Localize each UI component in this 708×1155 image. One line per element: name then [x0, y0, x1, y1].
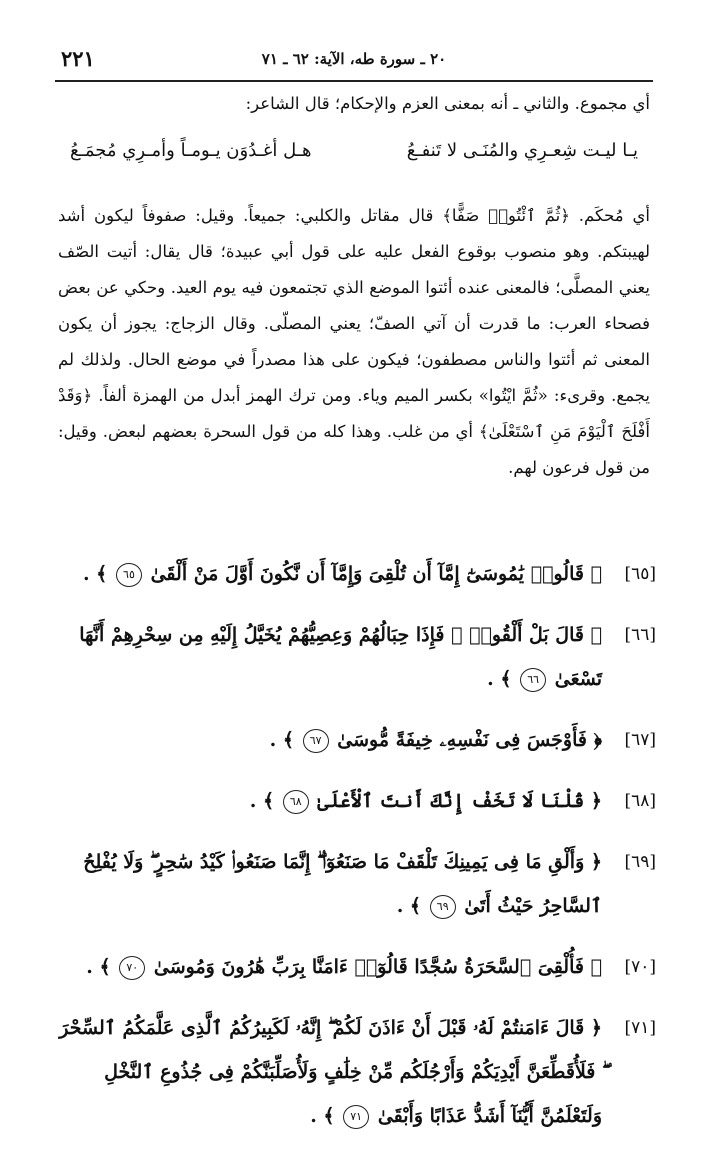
- verse-text: ﴿ فَأُلْقِىَ ٱلسَّحَرَةُ سُجَّدًا قَالُوٓا۟ ءَامَنَّا بِرَبِّ هَٰرُونَ وَمُوسَىٰ: [153, 956, 602, 978]
- verse-number: [٦٦]: [624, 625, 656, 645]
- verse-number: [٧٠]: [624, 957, 656, 977]
- verse-text: ﴿ فَأَوْجَسَ فِى نَفْسِهِۦ خِيفَةً مُّوسَىٰ: [337, 729, 602, 751]
- verse-70: [58, 945, 656, 989]
- ayah-end-ornament-icon: ٦٩: [430, 895, 456, 919]
- ayah-end-ornament-icon: ٦٥: [116, 563, 142, 587]
- verse-text: ﴿ قَالَ ءَامَنتُمْ لَهُۥ قَبْلَ أَنْ ءَاذَنَ لَكُمْ ۖ إِنَّهُۥ لَكَبِيرُكُمُ ٱلَّذِى عَلَّمَكُمُ ٱلسِّحْرَ ۖ فَلَأُقَطِّعَنَّ أَيْدِيَكُمْ وَأَرْجُلَكُم مِّنْ خِلَٰفٍ وَلَأُصَلِّبَنَّكُمْ فِى جُذُوعِ ٱلنَّخْلِ وَلَتَعْلَمُنَّ أَيُّنَآ أَشَدُّ عَذَابًا وَأَبْقَىٰ: [59, 1017, 602, 1127]
- verse-end-mark: ﴾ .: [269, 729, 295, 751]
- poem-hemistich-right: يـا ليـت شِعـرِي والمُنَـى لا تَنفـعُ: [406, 140, 638, 161]
- verse-end-mark: ﴾ .: [487, 668, 512, 690]
- commentary-paragraph: أي مُحكَم. ﴿ثُمَّ ٱئْتُوا۟ صَفًّا﴾ قال مقاتل والكلبي: جميعاً. وقيل: صفوفاً ليكون أشد لهيبتكم. وهو منصوب بوقوع الفعل عليه على قول أبي عبيدة؛ قال يقال: أتيت الصّف يعني المصلَّى؛ فالمعنى عنده أئتوا الموضع الذي تجتمعون فيه يوم العيد. وحكي عن بعض فصحاء العرب: ما قدرت أن آتي الصفّ؛ يعني المصلّى. وقال الزجاج: يجوز أن يكون المعنى ثم أئتوا والناس مصطفون؛ فيكون على هذا مصدراً في موضع الحال. ولذلك لم يجمع. وقرىء: «ثُمَّ ايْتُوا» بكسر الميم وياء. ومن ترك الهمز أبدل من الهمزة ألفاً. ﴿وَقَدْ أَفْلَحَ ٱلْيَوْمَ مَنِ ٱسْتَعْلَىٰ﴾ أي من غلب. وهذا كله من قول السحرة بعضهم لبعض. وقيل: من قول فرعون لهم.: [58, 206, 650, 477]
- verse-68: [58, 779, 656, 823]
- running-head: ٢٠ ـ سورة طه، الآية: ٦٢ ـ ٧١: [261, 50, 447, 68]
- verse-71: [58, 1006, 656, 1138]
- verse-end-mark: ﴾ .: [86, 956, 111, 978]
- verse-end-mark: ﴾ .: [396, 895, 422, 917]
- poem-hemistich-left: هـل أغـدُوَن يـومـاً وأمـرِي مُجمَـعُ: [70, 140, 312, 161]
- verse-end-mark: ﴾ .: [310, 1105, 335, 1127]
- verse-65: [58, 552, 656, 596]
- verse-number: [٧١]: [624, 1018, 656, 1038]
- verse-text: ﴿ وَأَلْقِ مَا فِى يَمِينِكَ تَلْقَفْ مَا صَنَعُوٓا۟ ۖ إِنَّمَا صَنَعُوا۟ كَيْدُ سَٰحِرٍ ۖ وَلَا يُفْلِحُ ٱلسَّاحِرُ حَيْثُ أَتَىٰ: [83, 851, 602, 917]
- poem-verse: [70, 140, 638, 180]
- page-header: [55, 40, 653, 82]
- verse-number: [٦٥]: [624, 564, 656, 584]
- verse-66: [58, 613, 656, 701]
- verse-text: ﴿ قُلْنَا لَا تَخَفْ إِنَّكَ أَنتَ ٱلْأَعْلَىٰ: [317, 790, 602, 812]
- ayah-end-ornament-icon: ٧٠: [119, 956, 145, 980]
- verse-text: ﴿ قَالُوا۟ يَٰمُوسَىٰٓ إِمَّآ أَن تُلْقِىَ وَإِمَّآ أَن نَّكُونَ أَوَّلَ مَنْ أَلْقَىٰ: [150, 563, 602, 585]
- ayah-end-ornament-icon: ٦٨: [283, 790, 309, 814]
- verse-67: [58, 718, 656, 762]
- verse-number: [٦٨]: [624, 791, 656, 811]
- verse-number: [٦٩]: [624, 852, 656, 872]
- verse-69: [58, 840, 656, 928]
- verse-text: ﴿ قَالَ بَلْ أَلْقُوا۟ ۖ فَإِذَا حِبَالُهُمْ وَعِصِيُّهُمْ يُخَيَّلُ إِلَيْهِ مِن سِحْرِهِمْ أَنَّهَا تَسْعَىٰ: [79, 624, 602, 690]
- page-number: ٢٢١: [61, 46, 95, 71]
- ayah-end-ornament-icon: ٦٧: [303, 729, 329, 753]
- ayah-end-ornament-icon: ٦٦: [520, 668, 546, 692]
- verse-list: [58, 552, 656, 1155]
- verse-number: [٦٧]: [624, 730, 656, 750]
- verse-end-mark: ﴾ .: [249, 790, 275, 812]
- intro-paragraph: أي مجموع. والثاني ـ أنه بمعنى العزم والإحكام؛ قال الشاعر:: [245, 94, 650, 113]
- ayah-end-ornament-icon: ٧١: [343, 1105, 369, 1129]
- verse-end-mark: ﴾ .: [82, 563, 108, 585]
- header-rule: [55, 80, 653, 82]
